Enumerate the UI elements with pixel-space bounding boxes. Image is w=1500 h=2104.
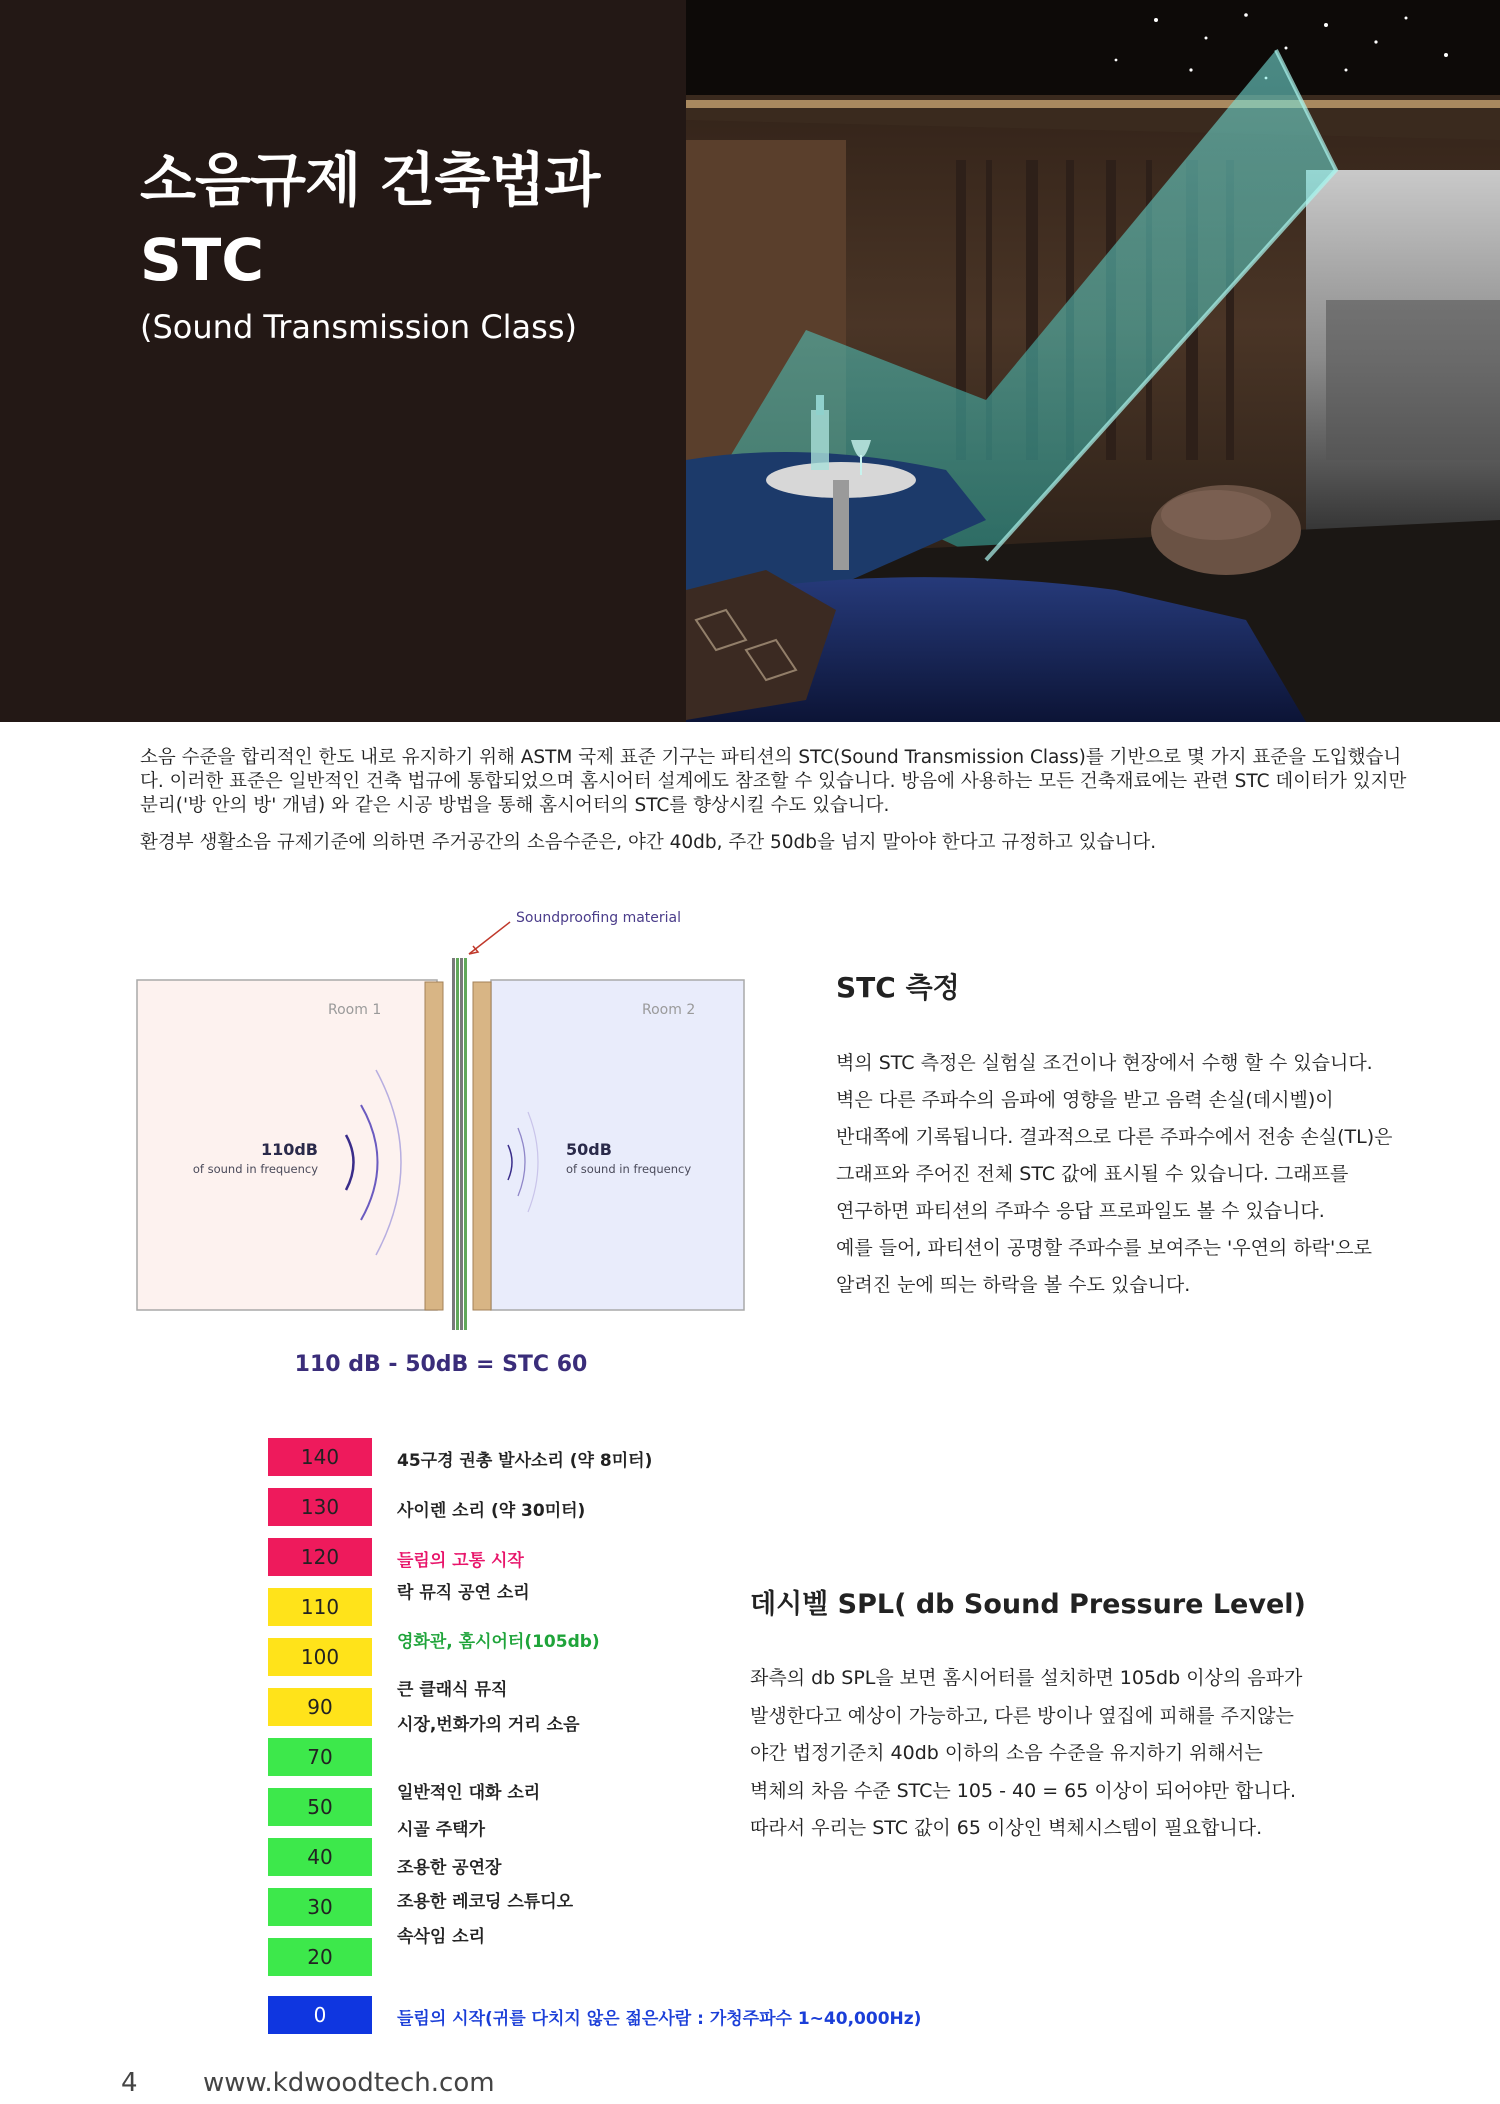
hero-banner	[0, 0, 1500, 722]
room2-label: Room 2	[642, 1002, 696, 1018]
spl-body-line: 좌측의 db SPL을 보면 홈시어터를 설치하면 105db 이상의 음파가	[750, 1667, 1303, 1689]
intro-text	[140, 746, 1420, 868]
db-scale-label: 45구경 권총 발사소리 (약 8미터)	[397, 1451, 653, 1471]
hero-title-line2: STC	[140, 226, 264, 294]
stc-body-line: 반대쪽에 기록됩니다. 결과적으로 다른 주파수에서 전송 손실(TL)은	[836, 1126, 1393, 1148]
db-scale-cell: 140	[268, 1438, 372, 1476]
db-scale-label: 락 뮤직 공연 소리	[397, 1583, 530, 1603]
intro-paragraph-2: 환경부 생활소음 규제기준에 의하면 주거공간의 소음수준은, 야간 40db, 주간 50db을 넘지 말아야 한다고 규정하고 있습니다.	[140, 832, 1157, 853]
stc-body	[836, 1045, 1436, 1304]
spl-body-line: 야간 법정기준치 40db 이하의 소음 수준을 유지하기 위해서는	[750, 1742, 1263, 1764]
db-scale-cell: 130	[268, 1488, 372, 1526]
db-scale-label: 들림의 고통 시작	[397, 1551, 524, 1571]
db-scale-label: 일반적인 대화 소리	[397, 1783, 541, 1803]
db-scale-label: 시골 주택가	[397, 1820, 486, 1840]
room2-db: 50dB	[566, 1140, 612, 1159]
spl-body-line: 발생한다고 예상이 가능하고, 다른 방이나 옆집에 피해를 주지않는	[750, 1704, 1294, 1727]
db-scale-cell: 20	[268, 1938, 372, 1976]
db-scale-label: 조용한 레코딩 스튜디오	[397, 1892, 574, 1912]
db-scale-cell: 110	[268, 1588, 372, 1626]
wood-panel-left	[425, 982, 443, 1310]
db-scale-label: 사이렌 소리 (약 30미터)	[397, 1501, 586, 1521]
wood-panel-right	[473, 982, 491, 1310]
hero-title-line3: (Sound Transmission Class)	[140, 308, 577, 346]
db-scale-label: 영화관, 홈시어터(105db)	[397, 1632, 600, 1652]
db-scale-cell: 70	[268, 1738, 372, 1776]
room1-db: 110dB	[260, 1140, 318, 1159]
db-scale-label: 큰 클래식 뮤직	[397, 1680, 508, 1700]
website-link[interactable]: www.kdwoodtech.com	[203, 2068, 495, 2098]
db-scale-cell: 100	[268, 1638, 372, 1676]
stc-body-line: 알려진 눈에 띄는 하락을 볼 수도 있습니다.	[836, 1274, 1191, 1296]
db-scale-label: 속삭임 소리	[397, 1927, 486, 1947]
spl-body-line: 벽체의 차음 수준 STC는 105 - 40 = 65 이상이 되어야만 합니다.	[750, 1779, 1297, 1802]
spl-title: 데시벨 SPL( db Sound Pressure Level)	[750, 1589, 1306, 1620]
stc-body-line: 그래프와 주어진 전체 STC 값에 표시될 수 있습니다. 그래프를	[836, 1163, 1349, 1185]
intro-paragraph-1: 소음 수준을 합리적인 한도 내로 유지하기 위해 ASTM 국제 표준 기구는 파티션의 STC(Sound Transmission Class)를 기반으로 몇 가지 표준을 도입했습니다. 이러한 표준은 일반적인 건축 법규에 통합되었으며 홈시어터 설계에도 참조할 수 있습니다. 방음에 사용하는 모든 건축재료에는 관련 STC 데이터가 있지만 분리('방 안의 방' 개념) 와 같은 시공 방법을 통해 홈시어터의 STC를 향상시킬 수도 있습니다.	[140, 747, 1407, 816]
hero-title-line1: 소음규제 건축법과	[140, 146, 600, 214]
room2-box	[491, 980, 744, 1310]
stc-formula: 110 dB - 50dB = STC 60	[294, 1352, 588, 1377]
room1-label: Room 1	[328, 1002, 382, 1018]
material-label: Soundproofing material	[516, 910, 682, 926]
hero-title	[140, 140, 599, 350]
db-scale-cell: 0	[268, 1996, 372, 2034]
stc-body-line: 벽은 다른 주파수의 음파에 영향을 받고 음력 손실(데시벨)이	[836, 1089, 1334, 1111]
db-scale-label: 조용한 공연장	[397, 1858, 502, 1878]
spl-body	[750, 1660, 1430, 1848]
db-scale-cell: 40	[268, 1838, 372, 1876]
db-scale-label: 들림의 시작(귀를 다치지 않은 젊은사람 : 가청주파수 1~40,000Hz)	[397, 2009, 922, 2029]
room1-sub: of sound in frequency	[192, 1162, 318, 1176]
room2-sub: of sound in frequency	[566, 1162, 692, 1176]
db-scale-label: 시장,번화가의 거리 소음	[397, 1715, 580, 1735]
db-scale-cell: 30	[268, 1888, 372, 1926]
hero-photo	[686, 0, 1500, 722]
page-number: 4	[121, 2068, 138, 2098]
stc-diagram	[136, 900, 746, 1380]
db-scale-cell: 50	[268, 1788, 372, 1826]
stc-body-line: 벽의 STC 측정은 실험실 조건이나 현장에서 수행 할 수 있습니다.	[836, 1052, 1373, 1074]
stc-body-line: 예를 들어, 파티션이 공명할 주파수를 보여주는 '우연의 하락'으로	[836, 1237, 1372, 1259]
db-scale-cell: 120	[268, 1538, 372, 1576]
spl-body-line: 따라서 우리는 STC 값이 65 이상인 벽체시스템이 필요합니다.	[750, 1817, 1263, 1839]
db-scale-cell: 90	[268, 1688, 372, 1726]
soundproofing-layer	[452, 958, 455, 1330]
stc-body-line: 연구하면 파티션의 주파수 응답 프로파일도 볼 수 있습니다.	[836, 1200, 1325, 1222]
stc-title: STC 측정	[836, 971, 960, 1004]
